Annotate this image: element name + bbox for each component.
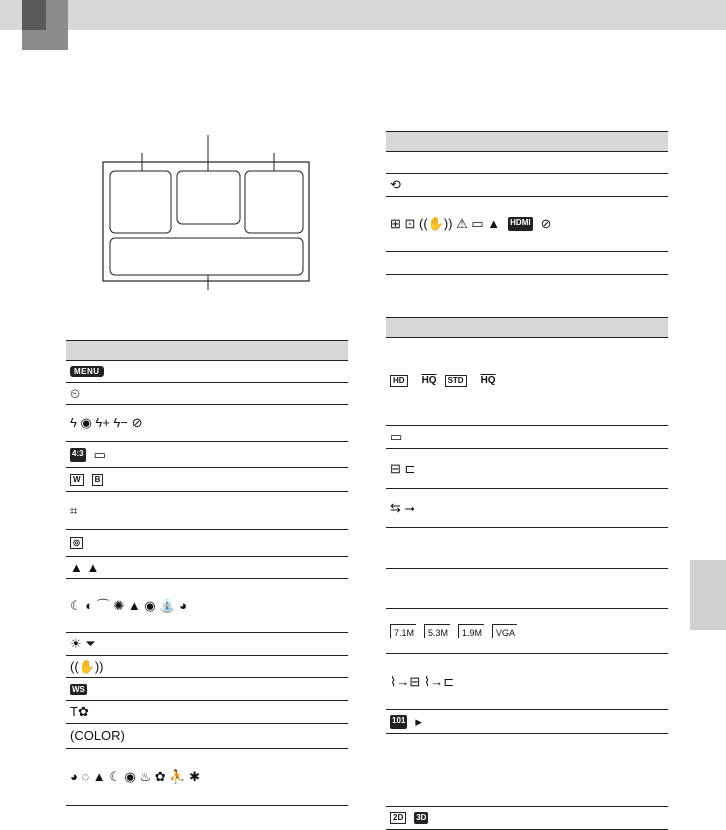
table-row-face-detect: [66, 492, 348, 530]
area-upper-right: [245, 171, 303, 233]
indicator-icon: ◕ ◌ ▲ ☾ ◉ ♨ ✿ ⛹ ✱: [70, 769, 200, 784]
right-bottom-indicator-table: [386, 317, 668, 338]
table-row-media: [386, 449, 668, 489]
table-row-blank-2: [386, 252, 668, 275]
area-bottom: [110, 238, 303, 275]
indicator-icon: ⟲: [390, 177, 401, 192]
indicator-icon: ϟ ◉ ϟ+ ϟ− ⊘: [70, 415, 143, 430]
table-row-aspect: [66, 442, 348, 468]
table-row-warnings: [386, 197, 668, 252]
boxed-icon: STD: [445, 375, 467, 387]
image-size-icon: VGA: [492, 624, 517, 638]
image-size-icon: 5.3M: [424, 624, 450, 638]
hq-icon: $\overline{HQ}$: [480, 375, 496, 386]
indicator-icon: ⌗: [70, 502, 78, 518]
boxed-icon: B: [92, 474, 104, 486]
table-row-tele-macro: [66, 701, 348, 724]
indicator-icon: ⌇→⊟ ⌇→⊏: [390, 673, 455, 689]
filled-box-icon: 4:3: [70, 448, 86, 462]
hq-icon: $\overline{HQ}$: [421, 375, 437, 386]
indicator-icon: (COLOR): [70, 728, 125, 743]
indicator-icon: ▸: [415, 713, 422, 729]
boxed-icon: HD: [390, 375, 408, 387]
table-row-white-balance: [66, 633, 348, 656]
left-table-header: [66, 341, 348, 361]
table-row-image-size: [386, 609, 668, 654]
table-row-smile-shutter: [66, 530, 348, 557]
indicator-icon: ⇆ ⭢: [390, 500, 415, 515]
filled-box-icon: WS: [72, 684, 85, 694]
table-row-scene-select: [66, 579, 348, 633]
table-row-intelligent-auto: [66, 749, 348, 806]
indicator-icon: ⊞ ⊡ ((✋)) ⚠ ▭ ▲: [390, 216, 501, 231]
table-row-flash: [66, 405, 348, 442]
indicator-icon: ▭: [390, 429, 403, 444]
table-row-blank-3: [386, 528, 668, 569]
table-row-folder: [386, 710, 668, 734]
right-bottom-table-header: [386, 318, 668, 338]
table-row-self-timer: [66, 383, 348, 405]
right-top-table-header: [386, 132, 668, 152]
indicator-icon: ((✋)): [70, 658, 104, 674]
table-row-blank-4: [386, 569, 668, 609]
menu-icon: MENU: [70, 366, 104, 377]
table-row-repeat: [386, 174, 668, 197]
boxed-icon: 2D: [390, 812, 406, 824]
indicator-icon: ⊘: [540, 216, 552, 231]
table-row-color: [66, 724, 348, 749]
table-row-quality: [386, 337, 668, 426]
table-row-steadyshot: [66, 656, 348, 678]
indicator-icon: ☾ ◐ ⌒ ✺ ▲ ◉ ⛲ ◕: [70, 597, 187, 613]
table-row-blank-5: [386, 734, 668, 807]
table-row-dimension: [386, 807, 668, 830]
filled-box-icon: 3D: [416, 813, 427, 822]
filled-box-icon: HDMI: [508, 217, 532, 231]
left-indicator-table: [66, 340, 348, 361]
table-row-scene-rec: [66, 468, 348, 492]
area-upper-center: [177, 171, 240, 224]
boxed-icon: ◎: [70, 537, 83, 549]
table-row-usb: [386, 489, 668, 528]
indicator-icon: ⊟ ⊏: [390, 460, 416, 476]
indicator-icon: ☀ ⏷: [70, 636, 96, 651]
boxed-icon: W: [70, 474, 84, 486]
indicator-icon: T✿: [70, 704, 89, 719]
filled-box-icon: 101: [390, 715, 407, 729]
table-row-battery: [386, 426, 668, 449]
table-row-menu: [66, 361, 348, 383]
indicator-icon: ⏲: [70, 385, 81, 401]
right-top-indicator-table: [386, 131, 668, 152]
table-row-copy: [386, 654, 668, 710]
table-row-fader: [66, 557, 348, 579]
indicator-icon: ▲ ▲: [70, 559, 100, 575]
image-size-icon: 1.9M: [458, 624, 484, 638]
table-row-blank-1: [386, 151, 668, 174]
screen-outline: [103, 162, 309, 281]
indicator-icon: ▭: [93, 446, 106, 462]
area-upper-left: [110, 171, 171, 233]
table-row-wide-select: [66, 678, 348, 701]
image-size-icon: 7.1M: [390, 624, 416, 638]
